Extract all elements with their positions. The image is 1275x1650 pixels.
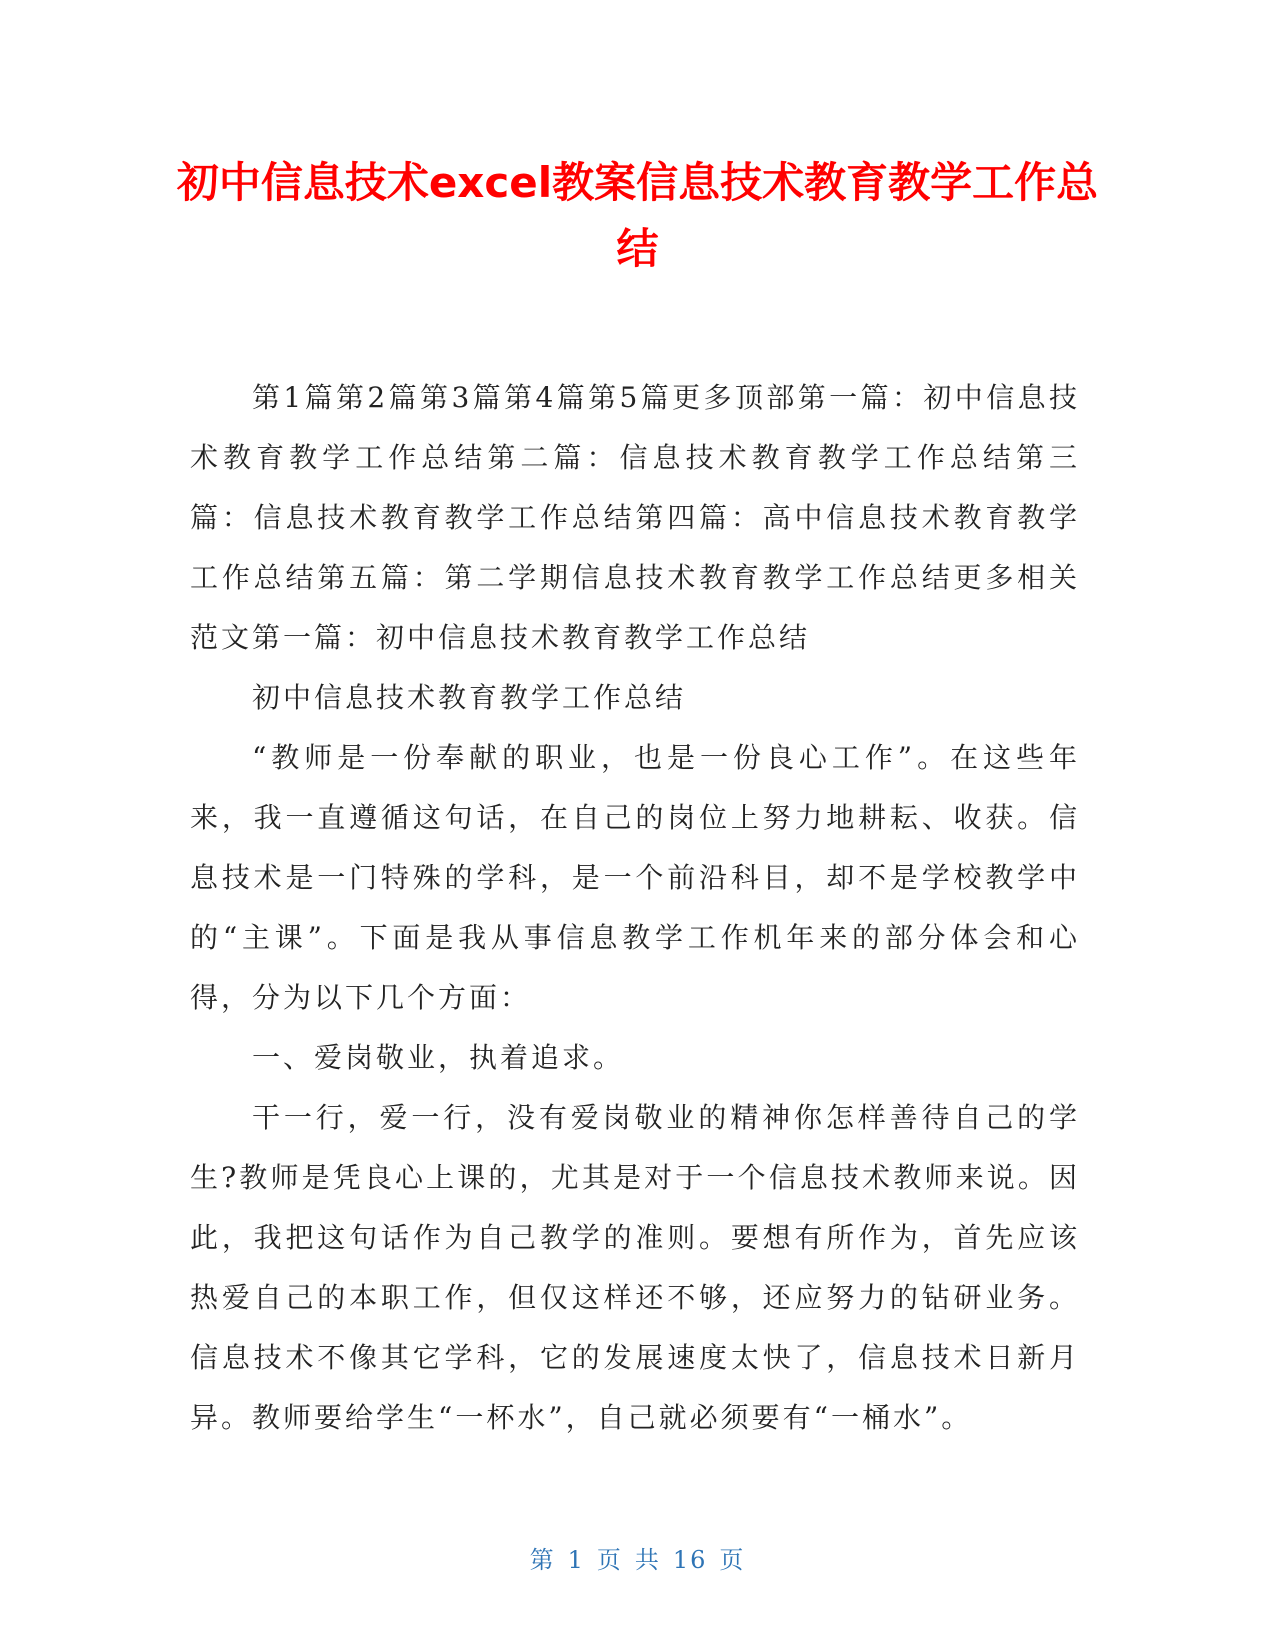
document-body [190, 368, 1080, 1448]
footer-total-label: 共 [634, 1546, 661, 1574]
paragraph-subtitle: 初中信息技术教育教学工作总结 [252, 681, 687, 714]
paragraph-intro: “教师是一份奉献的职业，也是一份良心工作”。在这些年来，我一直遵循这句话，在自己的岗位上努力地耕耘、收获。信息技术是一门特殊的学科，是一个前沿科目，却不是学校教学中的“主课”。下面是我从事信息教学工作机年来的部分体会和心得，分为以下几个方面： [190, 741, 1080, 1014]
footer-prefix: 第 [529, 1546, 556, 1574]
footer-page-label: 页 [596, 1546, 623, 1574]
footer-current-page: 1 [567, 1546, 585, 1574]
document-title: 初中信息技术excel教案信息技术教育教学工作总结 [176, 158, 1099, 273]
paragraph-table-of-contents: 第1篇第2篇第3篇第4篇第5篇更多顶部第一篇：初中信息技术教育教学工作总结第二篇：信息技术教育教学工作总结第三篇：信息技术教育教学工作总结第四篇：高中信息技术教育教学工作总结第五篇：第二学期信息技术教育教学工作总结更多相关范文第一篇：初中信息技术教育教学工作总结 [190, 381, 1080, 654]
footer-suffix: 页 [719, 1546, 746, 1574]
paragraph-section-heading: 一、爱岗敬业，执着追求。 [252, 1041, 625, 1074]
page-number-footer [0, 1545, 1275, 1575]
paragraph-section-body: 干一行，爱一行，没有爱岗敬业的精神你怎样善待自己的学生?教师是凭良心上课的，尤其是对于一个信息技术教师来说。因此，我把这句话作为自己教学的准则。要想有所作为，首先应该热爱自己的本职工作，但仅这样还不够，还应努力的钻研业务。信息技术不像其它学科，它的发展速度太快了，信息技术日新月异。教师要给学生“一杯水”，自己就必须要有“一桶水”。 [190, 1101, 1080, 1434]
footer-total-pages: 16 [672, 1546, 708, 1574]
